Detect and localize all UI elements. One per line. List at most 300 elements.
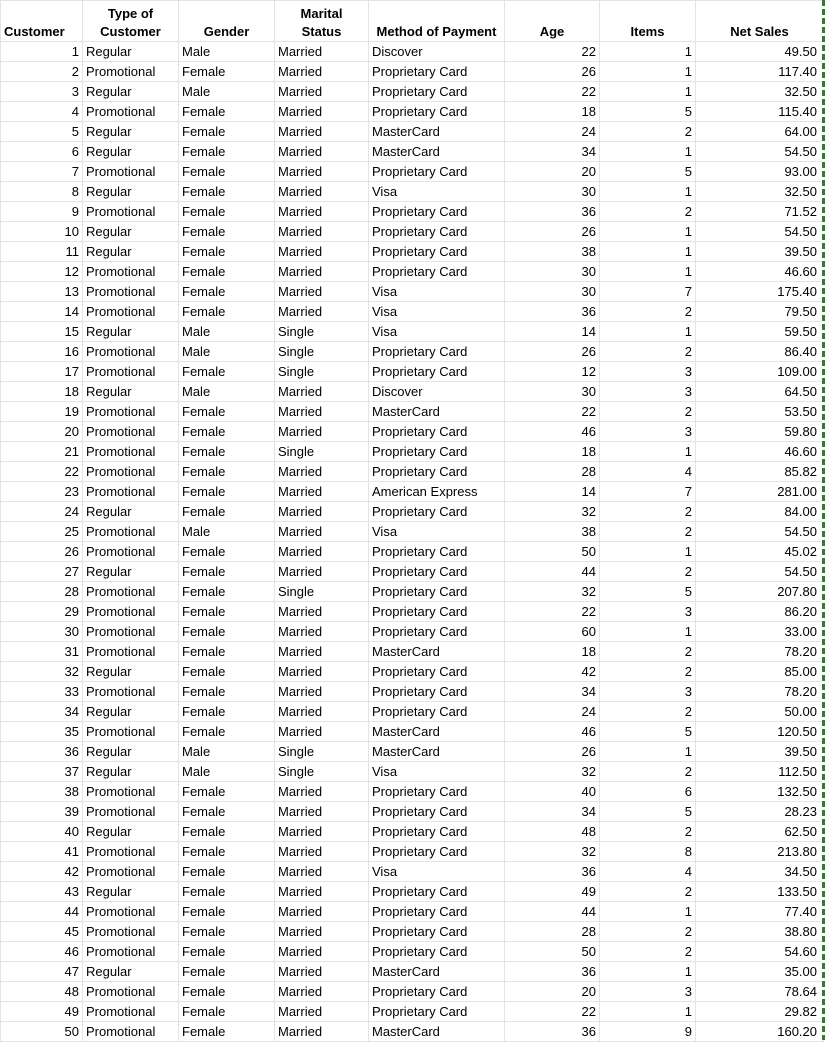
cell-net-sales[interactable]: 77.40 bbox=[696, 902, 824, 922]
cell-type[interactable]: Promotional bbox=[83, 922, 179, 942]
cell-marital[interactable]: Married bbox=[275, 782, 369, 802]
cell-payment[interactable]: Proprietary Card bbox=[369, 262, 505, 282]
cell-type[interactable]: Regular bbox=[83, 662, 179, 682]
cell-net-sales[interactable]: 85.82 bbox=[696, 462, 824, 482]
cell-age[interactable]: 38 bbox=[505, 522, 600, 542]
cell-payment[interactable]: Visa bbox=[369, 322, 505, 342]
cell-items[interactable]: 7 bbox=[600, 282, 696, 302]
cell-items[interactable]: 2 bbox=[600, 562, 696, 582]
cell-customer[interactable]: 17 bbox=[1, 362, 83, 382]
cell-gender[interactable]: Female bbox=[179, 622, 275, 642]
cell-age[interactable]: 42 bbox=[505, 662, 600, 682]
cell-items[interactable]: 2 bbox=[600, 882, 696, 902]
cell-customer[interactable]: 14 bbox=[1, 302, 83, 322]
cell-marital[interactable]: Married bbox=[275, 522, 369, 542]
cell-net-sales[interactable]: 38.80 bbox=[696, 922, 824, 942]
cell-customer[interactable]: 12 bbox=[1, 262, 83, 282]
cell-gender[interactable]: Male bbox=[179, 342, 275, 362]
cell-items[interactable]: 1 bbox=[600, 82, 696, 102]
cell-net-sales[interactable]: 45.02 bbox=[696, 542, 824, 562]
cell-customer[interactable]: 8 bbox=[1, 182, 83, 202]
cell-items[interactable]: 3 bbox=[600, 382, 696, 402]
cell-customer[interactable]: 36 bbox=[1, 742, 83, 762]
cell-customer[interactable]: 45 bbox=[1, 922, 83, 942]
cell-age[interactable]: 14 bbox=[505, 482, 600, 502]
cell-gender[interactable]: Female bbox=[179, 702, 275, 722]
cell-payment[interactable]: Proprietary Card bbox=[369, 582, 505, 602]
cell-customer[interactable]: 39 bbox=[1, 802, 83, 822]
cell-marital[interactable]: Married bbox=[275, 862, 369, 882]
cell-payment[interactable]: MasterCard bbox=[369, 122, 505, 142]
cell-marital[interactable]: Married bbox=[275, 562, 369, 582]
cell-gender[interactable]: Female bbox=[179, 482, 275, 502]
cell-customer[interactable]: 21 bbox=[1, 442, 83, 462]
cell-payment[interactable]: Proprietary Card bbox=[369, 882, 505, 902]
cell-type[interactable]: Regular bbox=[83, 502, 179, 522]
cell-customer[interactable]: 47 bbox=[1, 962, 83, 982]
cell-net-sales[interactable]: 117.40 bbox=[696, 62, 824, 82]
cell-type[interactable]: Promotional bbox=[83, 622, 179, 642]
cell-customer[interactable]: 13 bbox=[1, 282, 83, 302]
cell-payment[interactable]: Proprietary Card bbox=[369, 822, 505, 842]
cell-type[interactable]: Regular bbox=[83, 122, 179, 142]
cell-gender[interactable]: Female bbox=[179, 362, 275, 382]
cell-items[interactable]: 5 bbox=[600, 802, 696, 822]
cell-age[interactable]: 46 bbox=[505, 422, 600, 442]
cell-age[interactable]: 20 bbox=[505, 162, 600, 182]
cell-payment[interactable]: Discover bbox=[369, 382, 505, 402]
cell-type[interactable]: Promotional bbox=[83, 282, 179, 302]
cell-age[interactable]: 18 bbox=[505, 442, 600, 462]
cell-marital[interactable]: Married bbox=[275, 382, 369, 402]
cell-gender[interactable]: Female bbox=[179, 602, 275, 622]
cell-net-sales[interactable]: 78.20 bbox=[696, 682, 824, 702]
cell-type[interactable]: Promotional bbox=[83, 842, 179, 862]
cell-payment[interactable]: American Express bbox=[369, 482, 505, 502]
cell-marital[interactable]: Married bbox=[275, 422, 369, 442]
cell-age[interactable]: 24 bbox=[505, 702, 600, 722]
cell-gender[interactable]: Female bbox=[179, 142, 275, 162]
cell-payment[interactable]: Discover bbox=[369, 42, 505, 62]
cell-items[interactable]: 3 bbox=[600, 422, 696, 442]
cell-marital[interactable]: Single bbox=[275, 762, 369, 782]
cell-customer[interactable]: 3 bbox=[1, 82, 83, 102]
cell-marital[interactable]: Married bbox=[275, 622, 369, 642]
cell-marital[interactable]: Married bbox=[275, 402, 369, 422]
cell-marital[interactable]: Married bbox=[275, 822, 369, 842]
cell-marital[interactable]: Single bbox=[275, 442, 369, 462]
cell-customer[interactable]: 5 bbox=[1, 122, 83, 142]
cell-payment[interactable]: Visa bbox=[369, 522, 505, 542]
cell-marital[interactable]: Married bbox=[275, 602, 369, 622]
cell-payment[interactable]: Visa bbox=[369, 862, 505, 882]
cell-gender[interactable]: Female bbox=[179, 222, 275, 242]
cell-net-sales[interactable]: 112.50 bbox=[696, 762, 824, 782]
cell-customer[interactable]: 49 bbox=[1, 1002, 83, 1022]
cell-items[interactable]: 1 bbox=[600, 622, 696, 642]
cell-gender[interactable]: Female bbox=[179, 862, 275, 882]
cell-items[interactable]: 1 bbox=[600, 62, 696, 82]
header-customer[interactable]: Customer bbox=[1, 1, 83, 42]
cell-customer[interactable]: 41 bbox=[1, 842, 83, 862]
cell-gender[interactable]: Female bbox=[179, 922, 275, 942]
cell-age[interactable]: 46 bbox=[505, 722, 600, 742]
cell-net-sales[interactable]: 29.82 bbox=[696, 1002, 824, 1022]
cell-net-sales[interactable]: 32.50 bbox=[696, 182, 824, 202]
cell-marital[interactable]: Married bbox=[275, 262, 369, 282]
cell-net-sales[interactable]: 35.00 bbox=[696, 962, 824, 982]
cell-age[interactable]: 30 bbox=[505, 182, 600, 202]
cell-marital[interactable]: Married bbox=[275, 942, 369, 962]
cell-age[interactable]: 22 bbox=[505, 1002, 600, 1022]
cell-marital[interactable]: Married bbox=[275, 802, 369, 822]
cell-age[interactable]: 49 bbox=[505, 882, 600, 902]
cell-payment[interactable]: Proprietary Card bbox=[369, 702, 505, 722]
cell-items[interactable]: 2 bbox=[600, 342, 696, 362]
cell-gender[interactable]: Female bbox=[179, 422, 275, 442]
cell-net-sales[interactable]: 281.00 bbox=[696, 482, 824, 502]
cell-net-sales[interactable]: 39.50 bbox=[696, 742, 824, 762]
cell-items[interactable]: 1 bbox=[600, 262, 696, 282]
cell-gender[interactable]: Female bbox=[179, 502, 275, 522]
cell-gender[interactable]: Female bbox=[179, 162, 275, 182]
cell-gender[interactable]: Female bbox=[179, 982, 275, 1002]
cell-customer[interactable]: 33 bbox=[1, 682, 83, 702]
cell-age[interactable]: 20 bbox=[505, 982, 600, 1002]
cell-items[interactable]: 1 bbox=[600, 222, 696, 242]
cell-items[interactable]: 2 bbox=[600, 702, 696, 722]
cell-type[interactable]: Promotional bbox=[83, 542, 179, 562]
cell-gender[interactable]: Male bbox=[179, 382, 275, 402]
cell-items[interactable]: 2 bbox=[600, 522, 696, 542]
cell-type[interactable]: Promotional bbox=[83, 862, 179, 882]
cell-customer[interactable]: 32 bbox=[1, 662, 83, 682]
cell-customer[interactable]: 28 bbox=[1, 582, 83, 602]
cell-gender[interactable]: Female bbox=[179, 62, 275, 82]
cell-net-sales[interactable]: 50.00 bbox=[696, 702, 824, 722]
cell-type[interactable]: Promotional bbox=[83, 1022, 179, 1042]
cell-items[interactable]: 2 bbox=[600, 122, 696, 142]
cell-type[interactable]: Promotional bbox=[83, 522, 179, 542]
cell-age[interactable]: 40 bbox=[505, 782, 600, 802]
cell-age[interactable]: 50 bbox=[505, 542, 600, 562]
cell-net-sales[interactable]: 32.50 bbox=[696, 82, 824, 102]
cell-type[interactable]: Promotional bbox=[83, 442, 179, 462]
cell-net-sales[interactable]: 109.00 bbox=[696, 362, 824, 382]
cell-items[interactable]: 5 bbox=[600, 162, 696, 182]
cell-type[interactable]: Promotional bbox=[83, 1002, 179, 1022]
cell-age[interactable]: 22 bbox=[505, 82, 600, 102]
cell-type[interactable]: Promotional bbox=[83, 642, 179, 662]
cell-marital[interactable]: Married bbox=[275, 642, 369, 662]
header-method-of-payment[interactable]: Method of Payment bbox=[369, 1, 505, 42]
cell-gender[interactable]: Female bbox=[179, 242, 275, 262]
cell-items[interactable]: 5 bbox=[600, 582, 696, 602]
cell-marital[interactable]: Married bbox=[275, 122, 369, 142]
cell-payment[interactable]: MasterCard bbox=[369, 642, 505, 662]
cell-marital[interactable]: Married bbox=[275, 982, 369, 1002]
cell-net-sales[interactable]: 28.23 bbox=[696, 802, 824, 822]
cell-gender[interactable]: Female bbox=[179, 302, 275, 322]
cell-items[interactable]: 5 bbox=[600, 722, 696, 742]
cell-type[interactable]: Promotional bbox=[83, 262, 179, 282]
cell-gender[interactable]: Female bbox=[179, 822, 275, 842]
cell-age[interactable]: 28 bbox=[505, 922, 600, 942]
cell-type[interactable]: Regular bbox=[83, 42, 179, 62]
cell-gender[interactable]: Female bbox=[179, 582, 275, 602]
header-items[interactable]: Items bbox=[600, 1, 696, 42]
cell-customer[interactable]: 2 bbox=[1, 62, 83, 82]
cell-net-sales[interactable]: 54.50 bbox=[696, 562, 824, 582]
cell-payment[interactable]: MasterCard bbox=[369, 742, 505, 762]
cell-type[interactable]: Promotional bbox=[83, 362, 179, 382]
cell-gender[interactable]: Female bbox=[179, 462, 275, 482]
cell-gender[interactable]: Female bbox=[179, 282, 275, 302]
cell-items[interactable]: 2 bbox=[600, 502, 696, 522]
cell-payment[interactable]: MasterCard bbox=[369, 402, 505, 422]
cell-payment[interactable]: Visa bbox=[369, 182, 505, 202]
cell-gender[interactable]: Female bbox=[179, 1022, 275, 1042]
cell-type[interactable]: Promotional bbox=[83, 602, 179, 622]
cell-gender[interactable]: Female bbox=[179, 842, 275, 862]
cell-type[interactable]: Regular bbox=[83, 882, 179, 902]
cell-age[interactable]: 30 bbox=[505, 282, 600, 302]
cell-age[interactable]: 18 bbox=[505, 642, 600, 662]
cell-items[interactable]: 3 bbox=[600, 602, 696, 622]
header-age[interactable]: Age bbox=[505, 1, 600, 42]
cell-gender[interactable]: Female bbox=[179, 642, 275, 662]
cell-payment[interactable]: Proprietary Card bbox=[369, 1002, 505, 1022]
cell-payment[interactable]: Proprietary Card bbox=[369, 502, 505, 522]
cell-age[interactable]: 38 bbox=[505, 242, 600, 262]
cell-marital[interactable]: Single bbox=[275, 342, 369, 362]
cell-type[interactable]: Regular bbox=[83, 702, 179, 722]
cell-type[interactable]: Promotional bbox=[83, 902, 179, 922]
header-type-of-customer[interactable] bbox=[83, 1, 179, 42]
cell-customer[interactable]: 7 bbox=[1, 162, 83, 182]
cell-gender[interactable]: Female bbox=[179, 1002, 275, 1022]
cell-net-sales[interactable]: 64.00 bbox=[696, 122, 824, 142]
cell-age[interactable]: 14 bbox=[505, 322, 600, 342]
cell-net-sales[interactable]: 86.20 bbox=[696, 602, 824, 622]
cell-items[interactable]: 2 bbox=[600, 922, 696, 942]
cell-payment[interactable]: MasterCard bbox=[369, 962, 505, 982]
cell-net-sales[interactable]: 54.50 bbox=[696, 522, 824, 542]
header-gender[interactable]: Gender bbox=[179, 1, 275, 42]
cell-customer[interactable]: 44 bbox=[1, 902, 83, 922]
cell-customer[interactable]: 20 bbox=[1, 422, 83, 442]
cell-payment[interactable]: Proprietary Card bbox=[369, 802, 505, 822]
cell-marital[interactable]: Married bbox=[275, 242, 369, 262]
cell-marital[interactable]: Married bbox=[275, 1002, 369, 1022]
cell-age[interactable]: 44 bbox=[505, 902, 600, 922]
cell-gender[interactable]: Female bbox=[179, 722, 275, 742]
cell-payment[interactable]: Visa bbox=[369, 282, 505, 302]
cell-marital[interactable]: Married bbox=[275, 842, 369, 862]
cell-gender[interactable]: Female bbox=[179, 782, 275, 802]
cell-marital[interactable]: Married bbox=[275, 62, 369, 82]
cell-payment[interactable]: Proprietary Card bbox=[369, 162, 505, 182]
cell-gender[interactable]: Male bbox=[179, 742, 275, 762]
cell-net-sales[interactable]: 160.20 bbox=[696, 1022, 824, 1042]
cell-gender[interactable]: Female bbox=[179, 442, 275, 462]
cell-items[interactable]: 2 bbox=[600, 402, 696, 422]
cell-payment[interactable]: MasterCard bbox=[369, 1022, 505, 1042]
cell-items[interactable]: 5 bbox=[600, 102, 696, 122]
cell-net-sales[interactable]: 59.80 bbox=[696, 422, 824, 442]
cell-customer[interactable]: 43 bbox=[1, 882, 83, 902]
cell-items[interactable]: 2 bbox=[600, 822, 696, 842]
cell-age[interactable]: 32 bbox=[505, 502, 600, 522]
cell-marital[interactable]: Married bbox=[275, 222, 369, 242]
cell-net-sales[interactable]: 213.80 bbox=[696, 842, 824, 862]
cell-age[interactable]: 24 bbox=[505, 122, 600, 142]
cell-marital[interactable]: Single bbox=[275, 322, 369, 342]
cell-items[interactable]: 1 bbox=[600, 142, 696, 162]
header-marital-status[interactable] bbox=[275, 1, 369, 42]
cell-payment[interactable]: Proprietary Card bbox=[369, 602, 505, 622]
cell-items[interactable]: 2 bbox=[600, 942, 696, 962]
cell-age[interactable]: 50 bbox=[505, 942, 600, 962]
cell-net-sales[interactable]: 46.60 bbox=[696, 442, 824, 462]
cell-net-sales[interactable]: 207.80 bbox=[696, 582, 824, 602]
cell-type[interactable]: Regular bbox=[83, 242, 179, 262]
cell-customer[interactable]: 25 bbox=[1, 522, 83, 542]
cell-age[interactable]: 34 bbox=[505, 682, 600, 702]
cell-marital[interactable]: Married bbox=[275, 722, 369, 742]
cell-payment[interactable]: Proprietary Card bbox=[369, 362, 505, 382]
cell-age[interactable]: 36 bbox=[505, 202, 600, 222]
cell-net-sales[interactable]: 46.60 bbox=[696, 262, 824, 282]
cell-payment[interactable]: Proprietary Card bbox=[369, 982, 505, 1002]
cell-items[interactable]: 1 bbox=[600, 322, 696, 342]
cell-type[interactable]: Promotional bbox=[83, 482, 179, 502]
cell-gender[interactable]: Male bbox=[179, 42, 275, 62]
cell-items[interactable]: 1 bbox=[600, 42, 696, 62]
cell-payment[interactable]: Proprietary Card bbox=[369, 222, 505, 242]
cell-items[interactable]: 2 bbox=[600, 762, 696, 782]
cell-type[interactable]: Regular bbox=[83, 762, 179, 782]
cell-marital[interactable]: Married bbox=[275, 682, 369, 702]
cell-customer[interactable]: 19 bbox=[1, 402, 83, 422]
cell-payment[interactable]: Proprietary Card bbox=[369, 782, 505, 802]
cell-type[interactable]: Regular bbox=[83, 222, 179, 242]
cell-payment[interactable]: Proprietary Card bbox=[369, 682, 505, 702]
cell-net-sales[interactable]: 132.50 bbox=[696, 782, 824, 802]
cell-gender[interactable]: Female bbox=[179, 262, 275, 282]
cell-marital[interactable]: Single bbox=[275, 742, 369, 762]
cell-items[interactable]: 1 bbox=[600, 902, 696, 922]
cell-age[interactable]: 22 bbox=[505, 602, 600, 622]
cell-type[interactable]: Regular bbox=[83, 322, 179, 342]
cell-net-sales[interactable]: 84.00 bbox=[696, 502, 824, 522]
cell-net-sales[interactable]: 120.50 bbox=[696, 722, 824, 742]
cell-type[interactable]: Promotional bbox=[83, 422, 179, 442]
cell-gender[interactable]: Female bbox=[179, 122, 275, 142]
cell-type[interactable]: Regular bbox=[83, 962, 179, 982]
cell-marital[interactable]: Married bbox=[275, 542, 369, 562]
cell-age[interactable]: 34 bbox=[505, 142, 600, 162]
cell-gender[interactable]: Female bbox=[179, 542, 275, 562]
cell-items[interactable]: 9 bbox=[600, 1022, 696, 1042]
cell-customer[interactable]: 38 bbox=[1, 782, 83, 802]
cell-net-sales[interactable]: 64.50 bbox=[696, 382, 824, 402]
cell-age[interactable]: 32 bbox=[505, 582, 600, 602]
cell-age[interactable]: 26 bbox=[505, 222, 600, 242]
cell-marital[interactable]: Married bbox=[275, 42, 369, 62]
cell-age[interactable]: 26 bbox=[505, 62, 600, 82]
cell-customer[interactable]: 15 bbox=[1, 322, 83, 342]
cell-type[interactable]: Promotional bbox=[83, 462, 179, 482]
cell-gender[interactable]: Female bbox=[179, 402, 275, 422]
cell-net-sales[interactable]: 78.64 bbox=[696, 982, 824, 1002]
cell-payment[interactable]: Proprietary Card bbox=[369, 62, 505, 82]
cell-type[interactable]: Regular bbox=[83, 742, 179, 762]
cell-customer[interactable]: 50 bbox=[1, 1022, 83, 1042]
cell-items[interactable]: 7 bbox=[600, 482, 696, 502]
cell-customer[interactable]: 35 bbox=[1, 722, 83, 742]
cell-items[interactable]: 1 bbox=[600, 742, 696, 762]
cell-net-sales[interactable]: 34.50 bbox=[696, 862, 824, 882]
cell-customer[interactable]: 4 bbox=[1, 102, 83, 122]
cell-customer[interactable]: 22 bbox=[1, 462, 83, 482]
cell-customer[interactable]: 27 bbox=[1, 562, 83, 582]
cell-gender[interactable]: Female bbox=[179, 902, 275, 922]
cell-age[interactable]: 32 bbox=[505, 842, 600, 862]
cell-customer[interactable]: 10 bbox=[1, 222, 83, 242]
cell-marital[interactable]: Single bbox=[275, 582, 369, 602]
cell-gender[interactable]: Female bbox=[179, 802, 275, 822]
cell-items[interactable]: 1 bbox=[600, 442, 696, 462]
cell-net-sales[interactable]: 85.00 bbox=[696, 662, 824, 682]
cell-items[interactable]: 1 bbox=[600, 542, 696, 562]
cell-gender[interactable]: Female bbox=[179, 102, 275, 122]
cell-customer[interactable]: 31 bbox=[1, 642, 83, 662]
cell-payment[interactable]: Proprietary Card bbox=[369, 342, 505, 362]
cell-type[interactable]: Promotional bbox=[83, 942, 179, 962]
cell-items[interactable]: 8 bbox=[600, 842, 696, 862]
cell-items[interactable]: 4 bbox=[600, 862, 696, 882]
cell-payment[interactable]: Proprietary Card bbox=[369, 662, 505, 682]
cell-payment[interactable]: Proprietary Card bbox=[369, 942, 505, 962]
cell-net-sales[interactable]: 175.40 bbox=[696, 282, 824, 302]
cell-type[interactable]: Promotional bbox=[83, 402, 179, 422]
cell-type[interactable]: Promotional bbox=[83, 62, 179, 82]
cell-marital[interactable]: Married bbox=[275, 162, 369, 182]
cell-net-sales[interactable]: 59.50 bbox=[696, 322, 824, 342]
cell-payment[interactable]: Proprietary Card bbox=[369, 842, 505, 862]
cell-marital[interactable]: Married bbox=[275, 182, 369, 202]
cell-items[interactable]: 1 bbox=[600, 182, 696, 202]
cell-gender[interactable]: Male bbox=[179, 762, 275, 782]
cell-customer[interactable]: 11 bbox=[1, 242, 83, 262]
cell-marital[interactable]: Married bbox=[275, 202, 369, 222]
cell-customer[interactable]: 46 bbox=[1, 942, 83, 962]
cell-payment[interactable]: Proprietary Card bbox=[369, 242, 505, 262]
cell-type[interactable]: Promotional bbox=[83, 342, 179, 362]
header-net-sales[interactable]: Net Sales bbox=[696, 1, 824, 42]
cell-type[interactable]: Promotional bbox=[83, 302, 179, 322]
cell-items[interactable]: 2 bbox=[600, 302, 696, 322]
cell-gender[interactable]: Male bbox=[179, 82, 275, 102]
cell-type[interactable]: Regular bbox=[83, 142, 179, 162]
cell-payment[interactable]: Proprietary Card bbox=[369, 562, 505, 582]
cell-payment[interactable]: Proprietary Card bbox=[369, 102, 505, 122]
cell-customer[interactable]: 24 bbox=[1, 502, 83, 522]
cell-customer[interactable]: 42 bbox=[1, 862, 83, 882]
cell-net-sales[interactable]: 86.40 bbox=[696, 342, 824, 362]
cell-payment[interactable]: Visa bbox=[369, 302, 505, 322]
